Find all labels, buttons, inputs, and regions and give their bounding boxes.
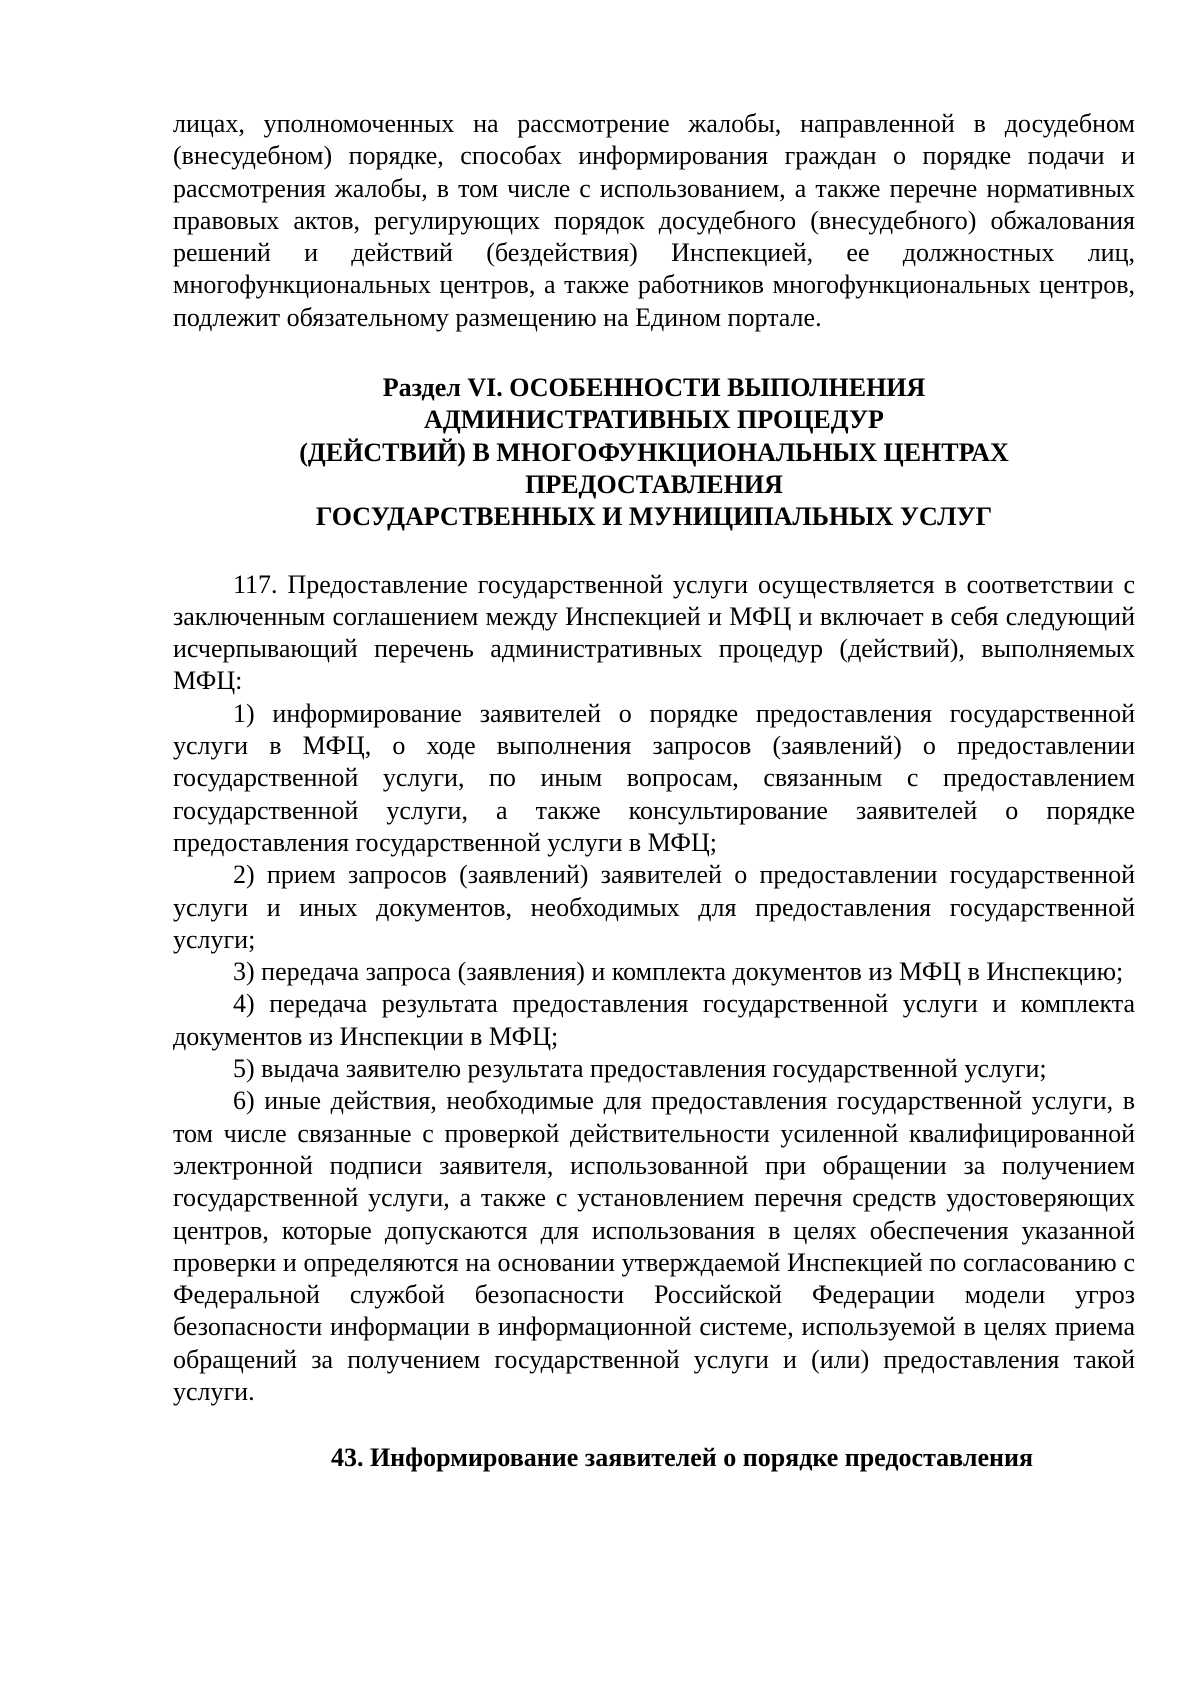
subsection-title: 43. Информирование заявителей о порядке предоставления xyxy=(330,1443,1034,1473)
list-item-3: 3) передача запроса (заявления) и комплекта документов из МФЦ в Инспекцию; xyxy=(233,957,1124,987)
section-title-line-2: АДМИНИСТРАТИВНЫХ ПРОЦЕДУР xyxy=(424,405,884,435)
section-title-line-3: (ДЕЙСТВИЙ) В МНОГОФУНКЦИОНАЛЬНЫХ ЦЕНТРАХ xyxy=(299,437,1009,467)
list-item-6: 6) иные действия, необходимые для предоставления государственной услуги, в том числе связанные с проверкой действительности усиленной квалифицированной электронной подписи заявителя, использованной при обращении за получением государственной услуги, а также с установлением перечня средств удостоверяющих центров, которые допускаются для использования в целях обеспечения указанной проверки и определяются на основании утверждаемой Инспекцией по согласованию с Федеральной службой безопасности Российской Федерации модели угроз безопасности информации в информационной системе, используемой в целях приема обращений за получением государственной услуги и (или) предоставления такой услуги. xyxy=(173,1086,1135,1406)
list-item-2: 2) прием запросов (заявлений) заявителей о предоставлении государственной услуги и иных документов, необходимых для предоставления государственной услуги; xyxy=(173,860,1135,954)
section-title-line-1: Раздел VI. ОСОБЕННОСТИ ВЫПОЛНЕНИЯ xyxy=(382,373,926,403)
paragraph-117: 117. Предоставление государственной услуги осуществляется в соответствии с заключенным соглашением между Инспекцией и МФЦ и включает в себя следующий исчерпывающий перечень административных процедур (действий), выполняемых МФЦ: xyxy=(173,569,1135,696)
list-item-1: 1) информирование заявителей о порядке предоставления государственной услуги в МФЦ, о ходе выполнения запросов (заявлений) о предоставлении государственной услуги, по иным вопросам, связанным с предоставлением государственной услуги, а также консультирование заявителей о порядке предоставления государственной услуги в МФЦ; xyxy=(173,698,1135,857)
intro-paragraph: лицах, уполномоченных на рассмотрение жалобы, направленной в досудебном (внесудебном) порядке, способах информирования граждан о порядке подачи и рассмотрения жалобы, в том числе с использованием, а также перечне нормативных правовых актов, регулирующих порядок досудебного (внесудебного) обжалования решений и действий (бездействия) Инспекцией, ее должностных лиц, многофункциональных центров, а также работников многофункциональных центров, подлежит обязательному размещению на Едином портале. xyxy=(173,109,1135,332)
spacer xyxy=(173,534,1135,569)
section-title xyxy=(173,372,1135,533)
list-item-4: 4) передача результата предоставления государственной услуги и комплекта документов из Инспекции в МФЦ; xyxy=(173,989,1135,1051)
section-title-line-4: ПРЕДОСТАВЛЕНИЯ xyxy=(525,469,783,499)
section-title-line-5: ГОСУДАРСТВЕННЫХ И МУНИЦИПАЛЬНЫХ УСЛУГ xyxy=(315,502,993,532)
list-item-5: 5) выдача заявителю результата предоставления государственной услуги; xyxy=(233,1054,1047,1084)
document-page xyxy=(173,108,1135,1475)
